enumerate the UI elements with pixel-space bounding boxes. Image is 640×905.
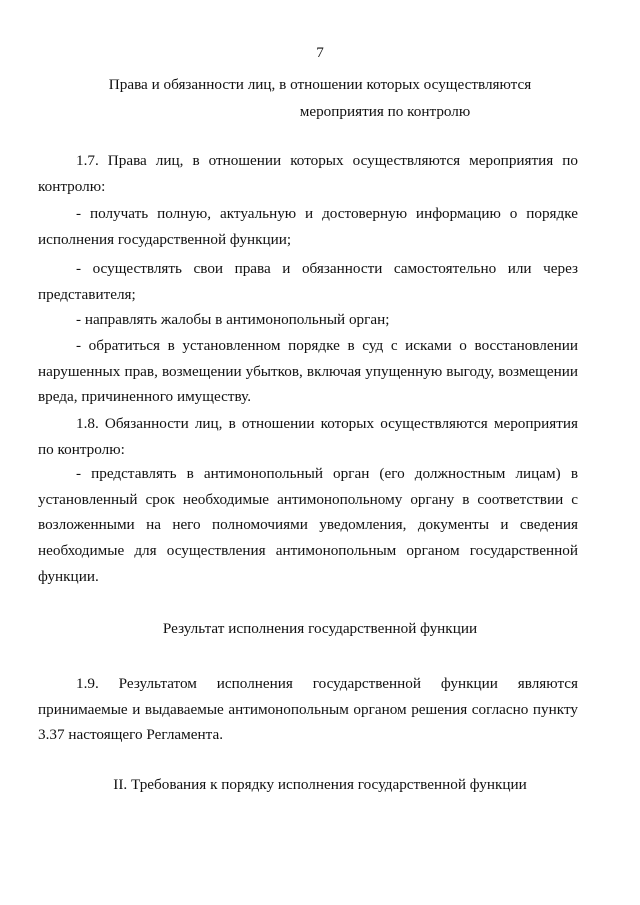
obligations-item-1: - представлять в антимонопольный орган (его должностным лицам) в установленный срок необходимые антимонопольному органу в соответствии с возложенными на него полномочиями уведомления, документы и сведения необходимые для осуществления антимонопольным органом государственной функции.: [38, 465, 578, 585]
paragraph-1-9: 1.9. Результатом исполнения государственной функции являются принимаемые и выдаваемые антимонопольным органом решения согласно пункту 3.37 настоящего Регламента.: [38, 675, 578, 744]
page-number: 7: [316, 44, 324, 61]
section-heading-line-1: Права и обязанности лиц, в отношении которых осуществляются: [108, 76, 532, 93]
section-heading-line-2: мероприятия по контролю: [299, 103, 471, 120]
rights-item-1: - получать полную, актуальную и достоверную информацию о порядке исполнения государственной функции;: [38, 205, 578, 248]
rights-item-2: - осуществлять свои права и обязанности самостоятельно или через представителя;: [38, 260, 578, 303]
paragraph-1-8: 1.8. Обязанности лиц, в отношении которых осуществляются мероприятия по контролю:: [38, 415, 578, 458]
paragraph-1-7: 1.7. Права лиц, в отношении которых осуществляются мероприятия по контролю:: [38, 152, 578, 195]
rights-item-4: - обратиться в установленном порядке в суд с исками о восстановлении нарушенных прав, возмещении убытков, включая упущенную выгоду, возмещении вреда, причиненного имуществу.: [38, 337, 578, 406]
chapter-heading: II. Требования к порядку исполнения государственной функции: [113, 776, 527, 793]
result-heading: Результат исполнения государственной функции: [162, 620, 478, 637]
rights-item-3: - направлять жалобы в антимонопольный орган;: [76, 311, 390, 328]
